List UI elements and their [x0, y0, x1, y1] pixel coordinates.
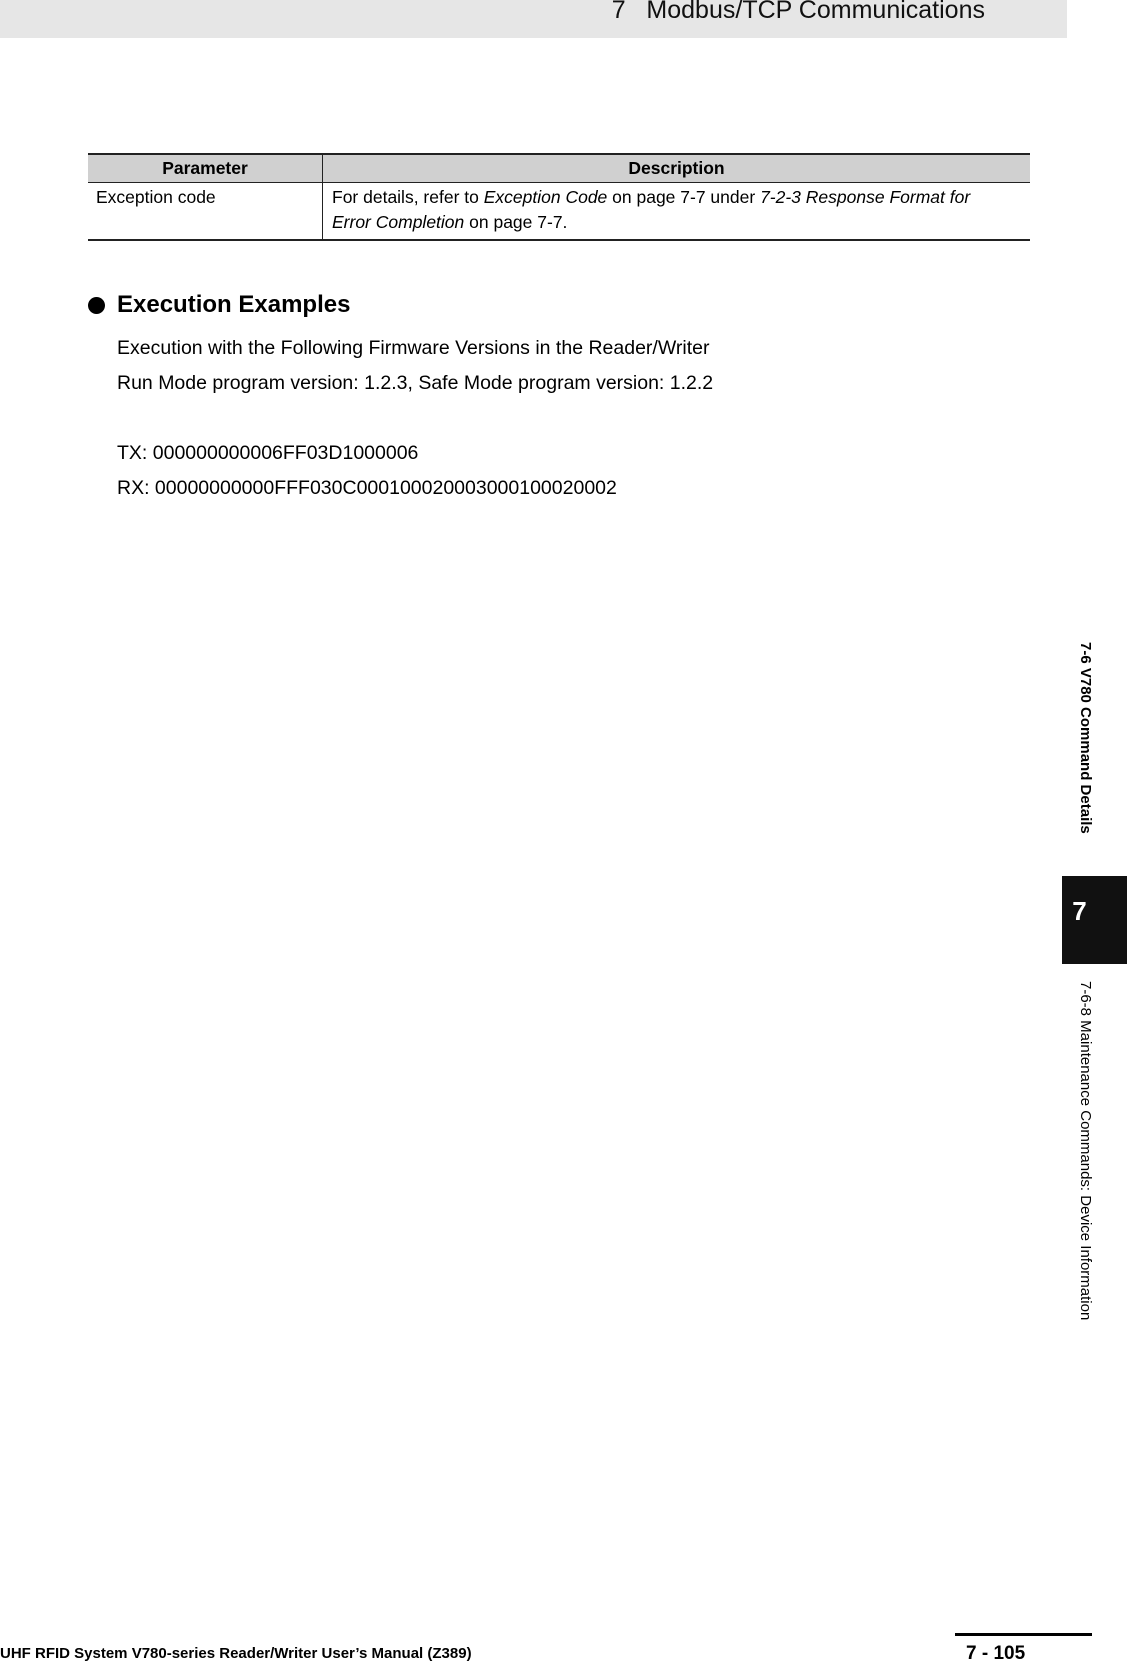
chapter-title: 7 Modbus/TCP Communications	[611, 0, 985, 24]
manual-title-footer: UHF RFID System V780-series Reader/Writer User’s Manual (Z389)	[0, 1645, 472, 1662]
description-cell	[323, 183, 1031, 241]
reference-exception-code: Exception Code	[483, 187, 608, 207]
column-header-parameter: Parameter	[88, 154, 323, 183]
reference-response-format: 7-2-3 Response Format for	[760, 187, 971, 207]
bullet-icon	[88, 297, 105, 314]
section-heading-text: Execution Examples	[117, 291, 351, 318]
body-line-versions: Run Mode program version: 1.2.3, Safe Mode program version: 1.2.2	[117, 372, 714, 394]
body-line-tx: TX: 000000000006FF03D1000006	[117, 442, 419, 464]
description-text: on page 7-7 under	[607, 187, 761, 207]
description-line-1	[332, 185, 1022, 210]
column-header-description: Description	[323, 154, 1031, 183]
chapter-number: 7	[1072, 895, 1087, 926]
parameter-table	[88, 153, 1030, 241]
table-row	[88, 183, 1030, 241]
parameter-cell: Exception code	[88, 183, 323, 241]
body-line-rx: RX: 00000000000FFF030C000100020003000100020002	[117, 477, 617, 499]
description-line-2	[332, 210, 1022, 235]
description-text: For details, refer to	[332, 187, 484, 207]
body-line-firmware: Execution with the Following Firmware Versions in the Reader/Writer	[117, 337, 710, 359]
reference-error-completion: Error Completion	[332, 212, 465, 232]
section-heading	[88, 291, 350, 319]
running-header	[0, 0, 1067, 38]
table-header-row	[88, 154, 1030, 183]
chapter-tab	[1062, 876, 1127, 964]
side-section-label: 7-6 V780 Command Details	[1077, 642, 1094, 834]
footer-rule	[955, 1633, 1092, 1636]
page-number: 7 - 105	[966, 1643, 1026, 1664]
side-subsection-label: 7-6-8 Maintenance Commands: Device Information	[1077, 981, 1094, 1321]
description-text: on page 7-7.	[464, 212, 568, 232]
